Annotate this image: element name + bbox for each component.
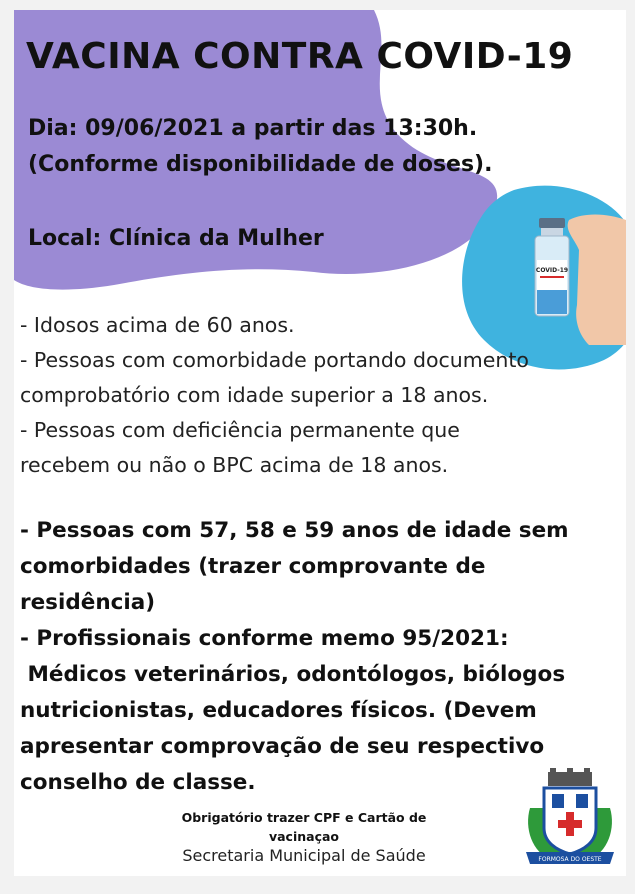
vial-label: COVID-19	[535, 267, 569, 274]
location-line: Local: Clínica da Mulher	[28, 226, 324, 251]
list-item: - Pessoas com comorbidade portando documento	[20, 348, 529, 372]
list-item: recebem ou não o BPC acima de 18 anos.	[20, 453, 449, 477]
list-item: comprobatório com idade superior a 18 anos.	[20, 383, 489, 407]
list-item: apresentar comprovação de seu respectivo	[20, 734, 545, 759]
flyer-card	[14, 10, 626, 876]
required-documents-note	[154, 808, 454, 846]
list-item: - Pessoas com deficiência permanente que	[20, 418, 460, 442]
list-item: comorbidades (trazer comprovante de	[20, 554, 486, 579]
note-line: Obrigatório trazer CPF e Cartão de	[181, 810, 427, 825]
footer-department: Secretaria Municipal de Saúde	[182, 846, 426, 865]
crest-text: FORMOSA DO OESTE	[538, 856, 602, 863]
list-item: Médicos veterinários, odontólogos, biólogos	[20, 662, 566, 687]
additional-groups-list	[20, 513, 620, 801]
date-line: Dia: 09/06/2021 a partir das 13:30h.	[28, 116, 478, 141]
municipal-crest-logo	[522, 768, 618, 868]
list-item: - Profissionais conforme memo 95/2021:	[20, 626, 509, 651]
list-item: - Pessoas com 57, 58 e 59 anos de idade sem	[20, 518, 569, 543]
page-title: VACINA CONTRA COVID-19	[26, 36, 574, 77]
note-line: vacinaçao	[268, 829, 340, 844]
list-item: conselho de classe.	[20, 770, 256, 795]
list-item: residência)	[20, 590, 156, 615]
eligible-groups-list	[20, 308, 620, 483]
list-item: - Idosos acima de 60 anos.	[20, 313, 295, 337]
list-item: nutricionistas, educadores físicos. (Devem	[20, 698, 537, 723]
availability-line: (Conforme disponibilidade de doses).	[28, 152, 493, 177]
